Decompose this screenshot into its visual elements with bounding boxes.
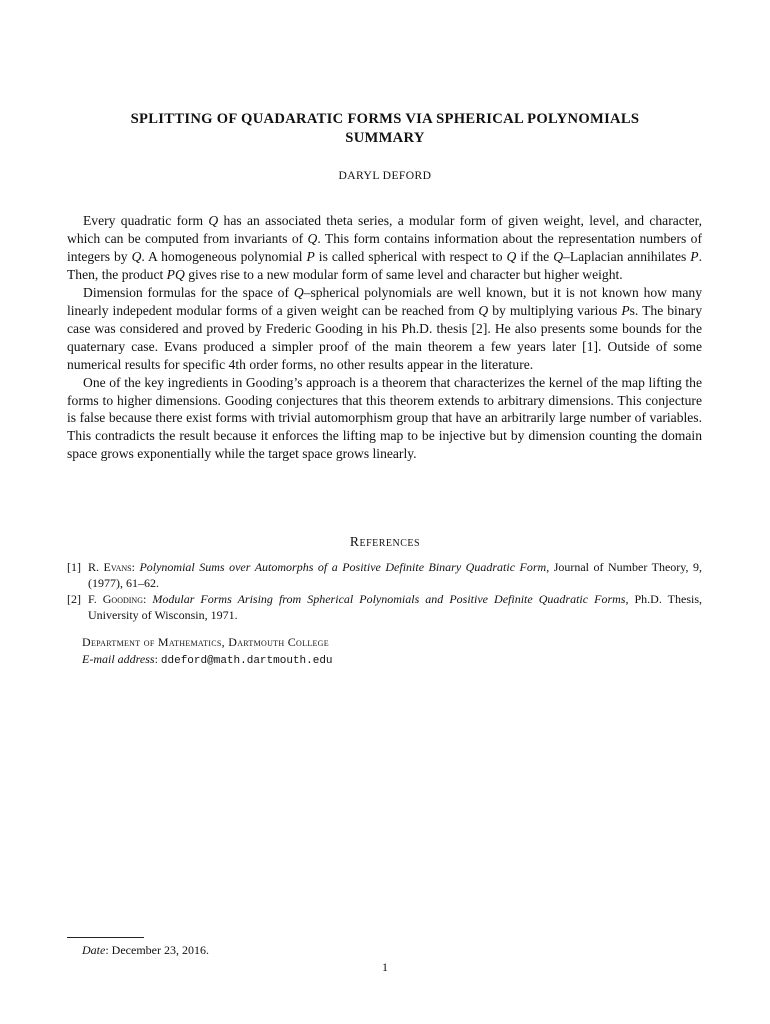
math-symbol: Q <box>506 248 517 264</box>
reference-number: [2] <box>67 592 81 606</box>
page-number: 1 <box>382 960 388 974</box>
reference-number: [1] <box>67 560 81 574</box>
text-run: –spherical polynomials are well known, but it is not known how many linearly indepedent modular forms of a given weight can be reached from <box>67 284 702 318</box>
title-line-2: SUMMARY <box>345 130 425 146</box>
text-run: is called spherical with respect to <box>314 248 507 264</box>
math-symbol: P <box>621 302 630 318</box>
reference-title: Polynomial Sums over Automorphs of a Positive Definite Binary Quadratic Form <box>139 560 547 574</box>
references-heading: References <box>349 534 421 549</box>
text-run: . A homogeneous polynomial <box>141 248 307 264</box>
email-separator: : <box>154 652 161 666</box>
footnote-rule <box>67 937 144 938</box>
reference-title: Modular Forms Arising from Spherical Polynomials and Positive Definite Quadratic Forms <box>152 592 626 606</box>
reference-list <box>67 559 702 623</box>
math-symbol: Q <box>478 302 489 318</box>
reference-item <box>67 559 702 591</box>
department: Department of Mathematics, Dartmouth College <box>82 635 329 649</box>
text-run: . Then, the product <box>67 248 702 282</box>
text-run: One of the key ingredients in Gooding’s approach is a theorem that characterizes the kernel of the map lifting the forms to higher dimensions. Gooding conjectures that this theorem extends to arbitrary dimensions. This conjecture is false because there exist forms with trivial automorphism group that have an arbitrarily large number of variables. This contradicts the result because it enforces the lifting map to be injective but by dimension counting the domain space grows exponentially while the target space grows linearly. <box>67 374 702 462</box>
math-symbol: PQ <box>166 266 185 282</box>
reference-details: , Journal of Number Theory, 9, (1977), 61–62. <box>88 560 702 590</box>
text-run: has an associated theta series, a modular form of given weight, level, and character, which can be computed from invariants of <box>67 213 702 246</box>
text-run: by multiplying various <box>488 302 622 318</box>
math-symbol: Q <box>208 213 219 228</box>
text-run: –Laplacian annihilates <box>563 248 691 264</box>
text-run: Dimension formulas for the space of <box>83 284 294 300</box>
reference-item <box>67 591 702 623</box>
text-run: gives rise to a new modular form of same level and character but higher weight. <box>184 266 623 282</box>
paragraph <box>67 284 702 374</box>
reference-details: , Ph.D. Thesis, University of Wisconsin, 1971. <box>88 592 703 622</box>
text-run: . This form contains information about the representation numbers of integers by <box>67 230 702 264</box>
text-run: if the <box>516 248 554 264</box>
date-separator: : <box>105 943 112 957</box>
text-run: s. The binary case was considered and proved by Frederic Gooding in his Ph.D. thesis [2]. He also presents some bounds for the quaternary case. Evans produced a simpler proof of the main theorem a few years later [1]. Outside of some numerical results for specific 4th order forms, no other results appear in the literature. <box>67 302 702 372</box>
author-name: DARYL DEFORD <box>338 169 432 182</box>
reference-separator: : <box>131 560 140 574</box>
paragraph <box>67 212 702 284</box>
title-line-1: SPLITTING OF QUADARATIC FORMS VIA SPHERICAL POLYNOMIALS <box>130 111 640 127</box>
abstract-body <box>67 212 702 463</box>
email-line <box>82 651 333 670</box>
paragraph <box>67 374 702 464</box>
math-symbol: Q <box>553 248 564 264</box>
date-label: Date <box>82 943 106 957</box>
reference-author: F. Gooding <box>88 592 143 606</box>
date-footnote <box>82 943 209 958</box>
math-symbol: Q <box>307 230 318 246</box>
reference-separator: : <box>142 592 153 606</box>
email-label: E-mail address <box>82 652 155 666</box>
author-affiliation <box>82 634 333 670</box>
math-symbol: Q <box>131 248 142 264</box>
date-value: December 23, 2016. <box>111 943 209 957</box>
email-address: ddeford@math.dartmouth.edu <box>160 655 333 667</box>
reference-author: R. Evans <box>88 560 132 574</box>
text-run: Every quadratic form <box>83 213 209 228</box>
math-symbol: P <box>306 248 315 264</box>
math-symbol: Q <box>293 284 304 300</box>
math-symbol: P <box>690 248 699 264</box>
paper-title <box>60 110 710 148</box>
